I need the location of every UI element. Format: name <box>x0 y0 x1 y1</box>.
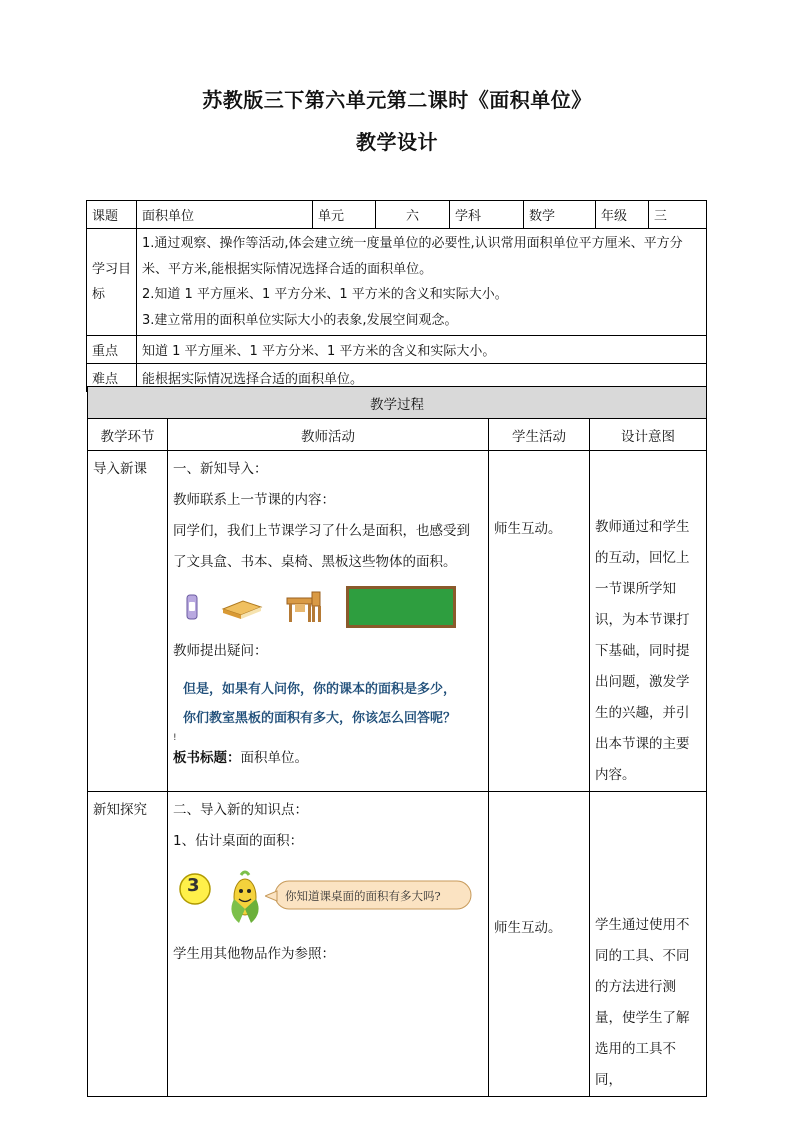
goal-3: 3.建立常用的面积单位实际大小的表象,发展空间观念。 <box>142 312 458 328</box>
explore-line-2: 1、估计桌面的面积： <box>173 833 304 849</box>
intro-line-3: 同学们，我们上节课学习了什么是面积，也感受到了文具盒、书本、桌椅、黑板这些物体的面积。 <box>173 523 470 570</box>
number-badge: 3 <box>187 875 200 896</box>
section-explore-row <box>88 792 707 1097</box>
question-line-1: 但是，如果有人问你，你的课本的面积是多少， <box>183 682 457 697</box>
question-label: 教师提出疑问： <box>173 643 268 659</box>
goal-2: 2.知道 1 平方厘米、1 平方分米、1 平方米的含义和实际大小。 <box>142 287 508 302</box>
blackboard-image <box>345 585 457 629</box>
course-label: 课题 <box>87 201 137 229</box>
process-banner-row <box>88 387 707 419</box>
question-line-2: 你们教室黑板的面积有多大，你该怎么回答呢？ <box>183 711 457 726</box>
speech-bubble-text: 你知道课桌面的面积有多大吗? <box>285 889 441 903</box>
header-student: 学生活动 <box>489 419 590 451</box>
board-title-line <box>173 743 483 774</box>
board-title-label: 板书标题： <box>173 750 241 766</box>
section-intro-row <box>88 451 707 792</box>
key-label: 重点 <box>87 336 137 364</box>
explore-line-1: 二、导入新的知识点： <box>173 802 308 818</box>
pencil-case-image <box>185 594 199 620</box>
subject-label: 学科 <box>450 201 524 229</box>
corn-mascot-icon <box>225 869 265 929</box>
process-banner: 教学过程 <box>88 387 707 419</box>
goal-1: 1.通过观察、操作等活动,体会建立统一度量单位的必要性,认识常用面积单位平方厘米、平方分米、平方米,能根据实际情况选择合适的面积单位。 <box>142 236 683 277</box>
header-stage: 教学环节 <box>88 419 168 451</box>
info-row-course <box>87 201 707 229</box>
document-title: 苏教版三下第六单元第二课时《面积单位》 <box>202 88 592 112</box>
reference-line: 学生用其他物品作为参照： <box>173 946 335 962</box>
student-activity-explore: 师生互动。 <box>489 792 590 1097</box>
desk-chair-image <box>285 590 323 624</box>
stage-explore: 新知探究 <box>88 792 168 1097</box>
corn-character-illustration <box>173 867 483 935</box>
info-row-goals <box>87 229 707 336</box>
subject-value: 数学 <box>524 201 596 229</box>
key-value: 知道 1 平方厘米、1 平方分米、1 平方米的含义和实际大小。 <box>137 336 707 364</box>
book-image <box>221 594 263 620</box>
difficulty-value: 能根据实际情况选择合适的面积单位。 <box>137 364 707 392</box>
difficulty-label: 难点 <box>87 364 137 392</box>
goals-label: 学习目标 <box>87 229 137 336</box>
header-teacher: 教师活动 <box>168 419 489 451</box>
question-block <box>173 667 483 733</box>
stray-mark: ! <box>173 733 177 743</box>
teaching-process-table <box>87 386 707 1097</box>
teacher-activity-explore <box>168 792 489 1097</box>
document-subtitle: 教学设计 <box>356 130 438 154</box>
lesson-info-table <box>86 200 707 392</box>
student-activity-intro: 师生互动。 <box>489 451 590 792</box>
teacher-activity-intro <box>168 451 489 792</box>
grade-value: 三 <box>649 201 707 229</box>
design-intent-explore: 学生通过使用不同的工具、不同的方法进行测量，使学生了解选用的工具不同， <box>590 792 707 1097</box>
unit-label: 单元 <box>313 201 376 229</box>
course-value: 面积单位 <box>137 201 313 229</box>
goals-cell <box>137 229 707 336</box>
unit-value: 六 <box>376 201 450 229</box>
object-images <box>173 578 483 636</box>
intro-line-2: 教师联系上一节课的内容： <box>173 492 335 508</box>
board-title-text: 面积单位。 <box>240 750 308 766</box>
stage-intro: 导入新课 <box>88 451 168 792</box>
header-intent: 设计意图 <box>590 419 707 451</box>
intro-line-1: 一、新知导入： <box>173 461 268 477</box>
grade-label: 年级 <box>596 201 649 229</box>
info-row-key <box>87 336 707 364</box>
design-intent-intro: 教师通过和学生的互动，回忆上一节课所学知识，为本节课打下基础，同时提出问题，激发学生的兴趣，并引出本节课的主要内容。 <box>590 451 707 792</box>
process-header-row <box>88 419 707 451</box>
